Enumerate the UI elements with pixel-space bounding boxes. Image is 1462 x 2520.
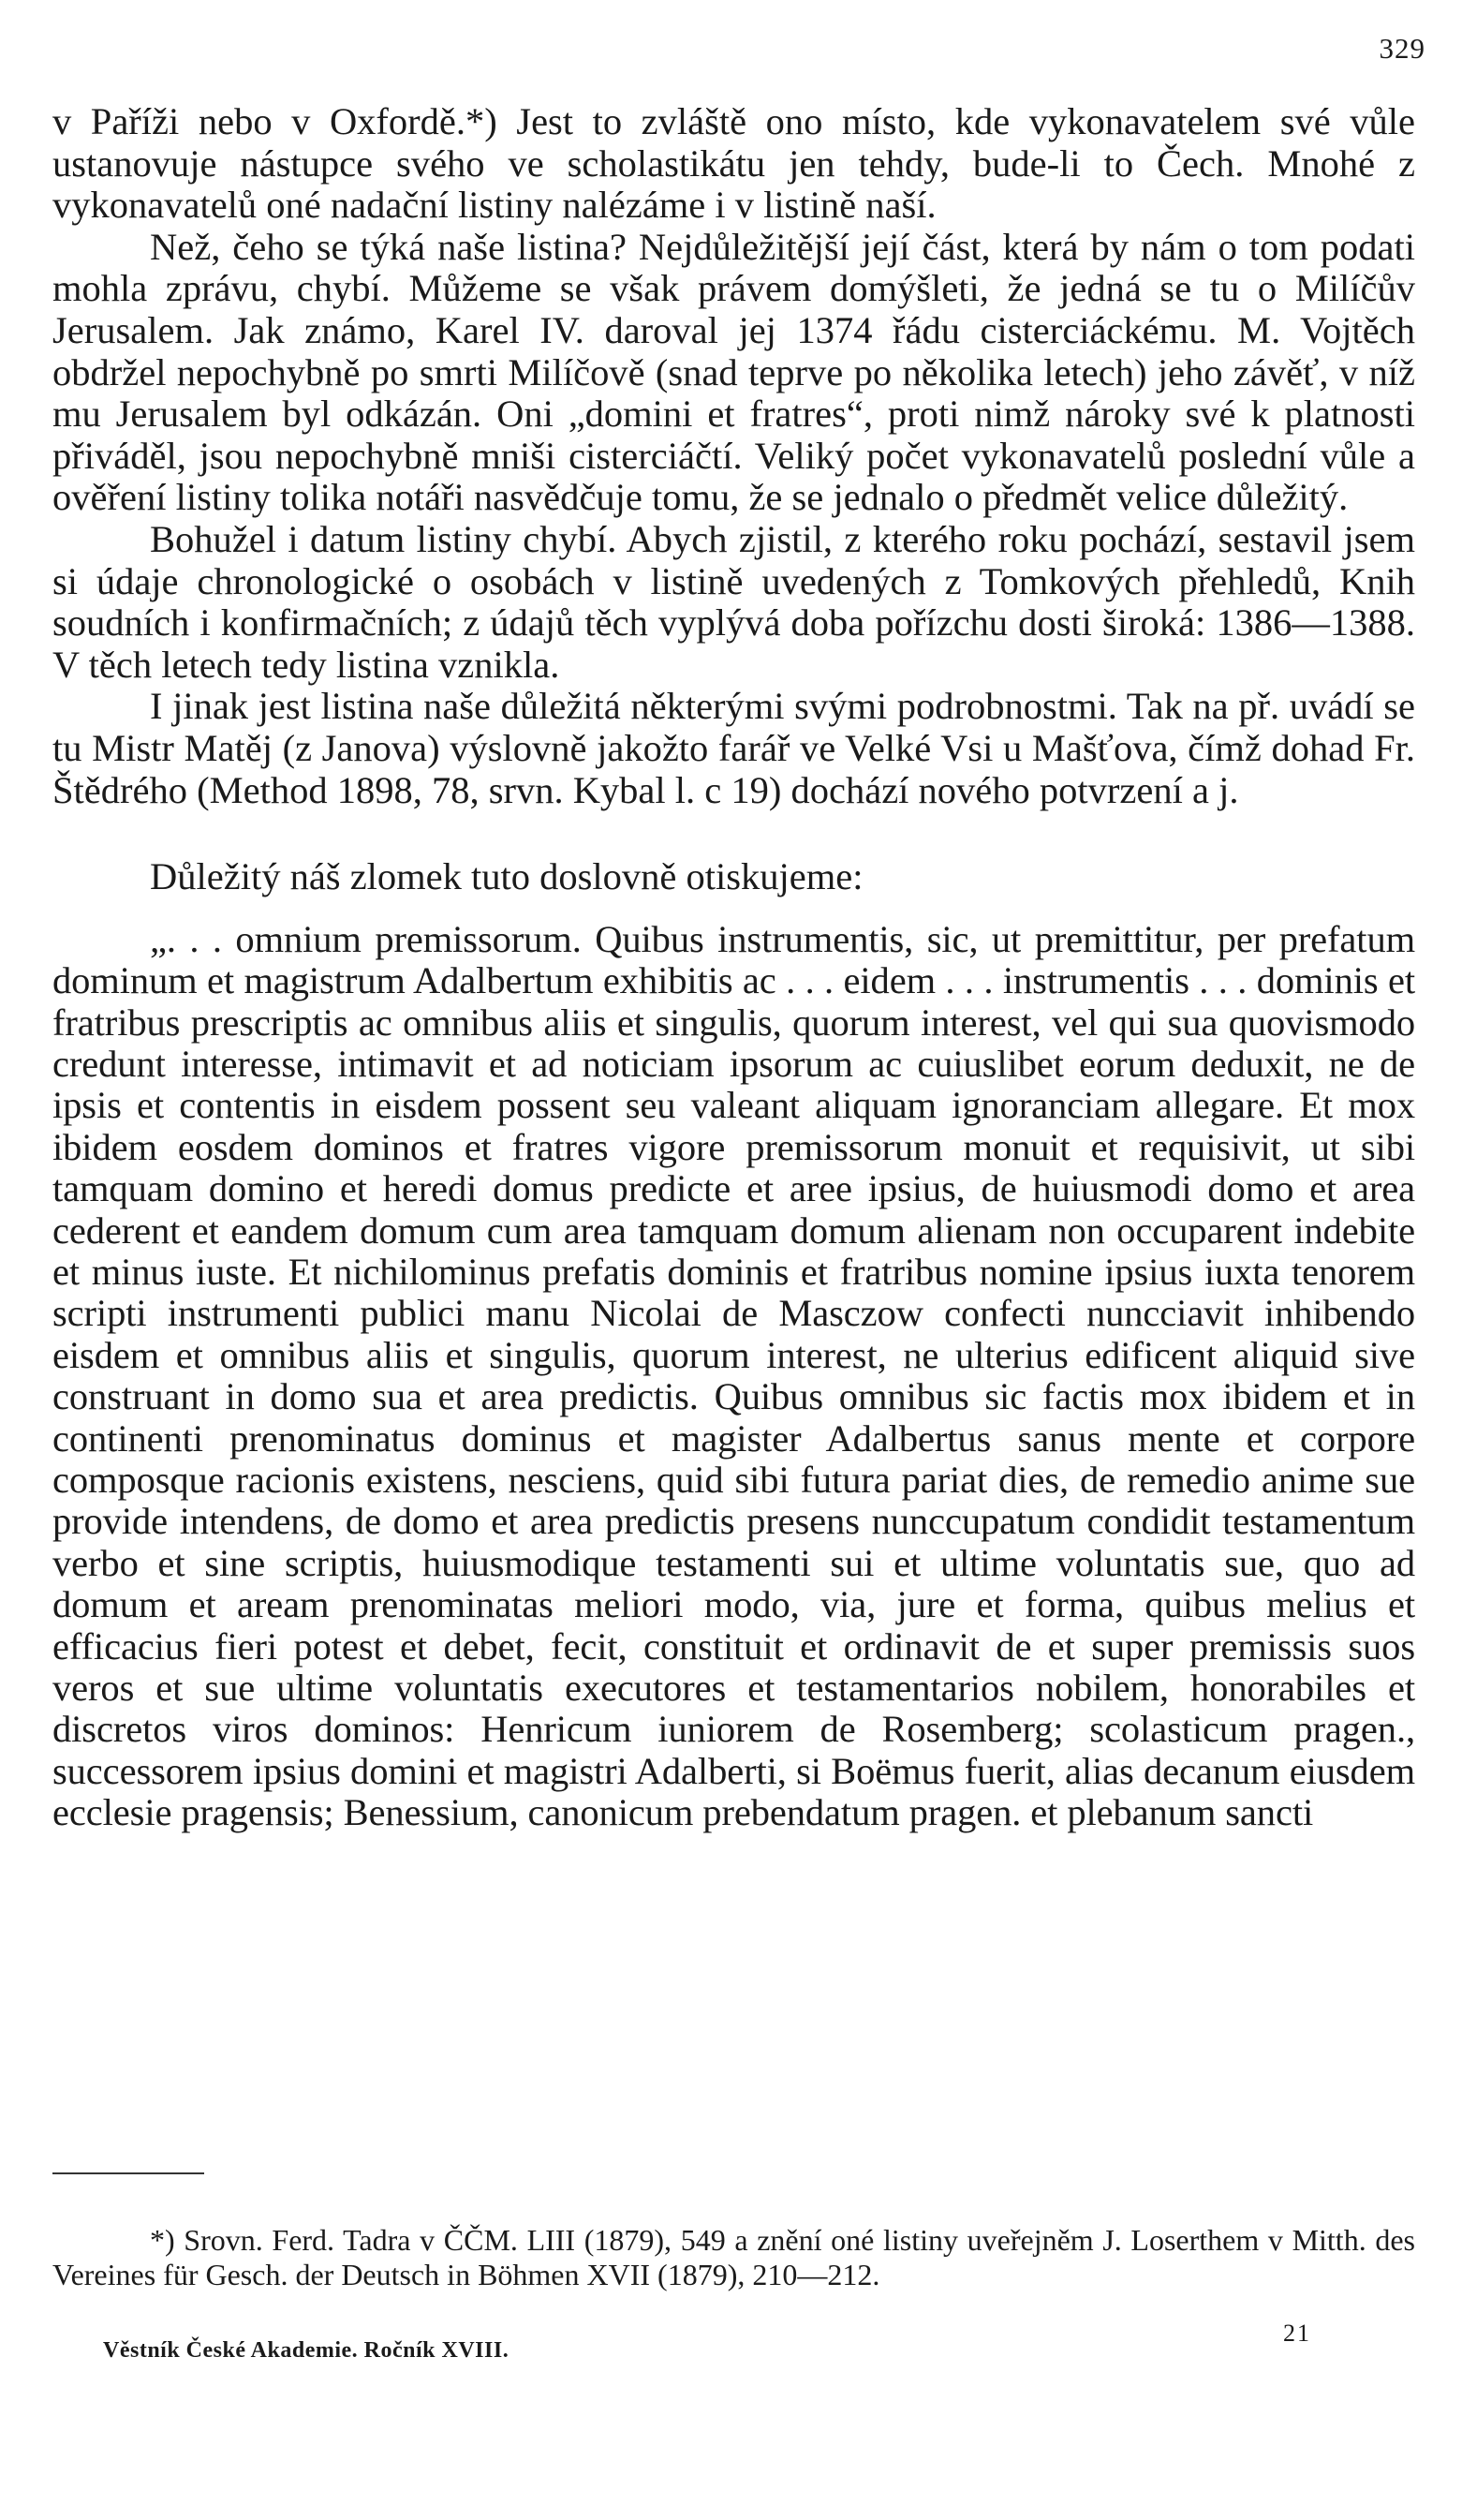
- body-text: [52, 101, 1415, 1834]
- quotation-intro: Důležitý náš zlomek tuto doslovně otiskujeme:: [150, 855, 864, 898]
- footnote: *) Srovn. Ferd. Tadra v ČČM. LIII (1879), 549 a znění oné listiny uveřejněm J. Loserthem v Mitth. des Vereines für Gesch. der Deutsch in Böhmen XVII (1879), 210—212.: [52, 2223, 1415, 2291]
- paragraph-2: Než, čeho se týká naše listina? Nejdůležitější její část, která by nám o tom podati mohla zprávu, chybí. Můžeme se však právem domýšleti, že jedná se tu o Milíčův Jerusalem. Jak známo, Karel IV. daroval jej 1374 řádu cisterciáckému. M. Vojtěch obdržel nepochybně po smrti Milíčově (snad teprve po několika letech) jeho závěť, v níž mu Jerusalem byl odkázán. Oni „domini et fratres“, proti nimž nároky své k platnosti přiváděl, jsou nepochybně mniši cisterciáčtí. Veliký počet vykonavatelů poslední vůle a ověření listiny tolika notáři nasvědčuje tomu, že se jednalo o předmět velice důležitý.: [52, 225, 1415, 519]
- footer-sheet-number: 21: [1283, 2320, 1311, 2347]
- footer-journal-title: Věstník České Akademie. Ročník XVIII.: [103, 2338, 509, 2363]
- paragraph-1: v Paříži nebo v Oxfordě.*) Jest to zvláště ono místo, kde vykonavatelem své vůle ustanovuje nástupce svého ve scholastikátu jen tehdy, bude-li to Čech. Mnohé z vykonavatelů oné nadační listiny nalézáme i v listině naší.: [52, 100, 1415, 227]
- footnote-separator: [52, 2172, 204, 2174]
- latin-quotation: „. . . omnium premissorum. Quibus instrumentis, sic, ut premittitur, per prefatum dominum et magistrum Adalbertum exhibitis ac . . . eidem . . . instrumentis . . . dominis et fratribus prescriptis ac omnibus aliis et singulis, quorum interest, vel qui sua quovismodo credunt interesse, intimavit et ad noticiam ipsorum ac cuiuslibet eorum deduxit, ne de ipsis et contentis in eisdem possent seu valeant aliquam ignoranciam allegare. Et mox ibidem eosdem dominos et fratres vigore premissorum monuit et requisivit, ut sibi tamquam domino et heredi domus predicte et aree ipsius, de huiusmodi domo et area cederent et eandem domum cum area tamquam domum alienam non occuparent indebite et minus iuste. Et nichilominus prefatis dominis et fratribus nomine ipsius iuxta tenorem scripti instrumenti publici manu Nicolai de Masczow confecti nuncciavit inhibendo eisdem et omnibus aliis et singulis, quorum interest, ne ulterius edificent aliquid sive construant in domo sua et area predictis. Quibus omnibus sic factis mox ibidem et in continenti prenominatus dominus et magister Adalbertus sanus mente et corpore composque racionis existens, nesciens, quid sibi futura pariat dies, de remedio anime sue provide intendens, de domo et area predictis presens nunccupatum condidit testamentum verbo et sine scriptis, huiusmodique testamenti sui et ultime voluntatis sue, quo ad domum et aream prenominatas meliori modo, via, jure et forma, quibus melius et efficacius fieri potest et debet, fecit, constituit et ordinavit de et super premissis suos veros et sue ultime voluntatis executores et testamentarios nobilem, honorabiles et discretos viros dominos: Henricum iuniorem de Rosemberg; scolasticum pragen., successorem ipsius domini et magistri Adalberti, si Boëmus fuerit, alias decanum eiusdem ecclesie pragensis; Benessium, canonicum prebendatum pragen. et plebanum sancti: [52, 917, 1415, 1834]
- paragraph-3: Bohužel i datum listiny chybí. Abych zjistil, z kterého roku pochází, sestavil jsem si údaje chronologické o osobách v listině uvedených z Tomkových přehledů, Knih soudních i konfirmačních; z údajů těch vyplývá doba pořízchu dosti široká: 1386—1388. V těch letech tedy listina vznikla.: [52, 517, 1415, 686]
- page-number: 329: [1379, 32, 1425, 65]
- paragraph-4: I jinak jest listina naše důležitá některými svými podrobnostmi. Tak na př. uvádí se tu Mistr Matěj (z Janova) výslovně jakožto farář ve Velké Vsi u Mašťova, čímž dohad Fr. Štědrého (Method 1898, 78, srvn. Kybal l. c 19) dochází nového potvrzení a j.: [52, 685, 1415, 811]
